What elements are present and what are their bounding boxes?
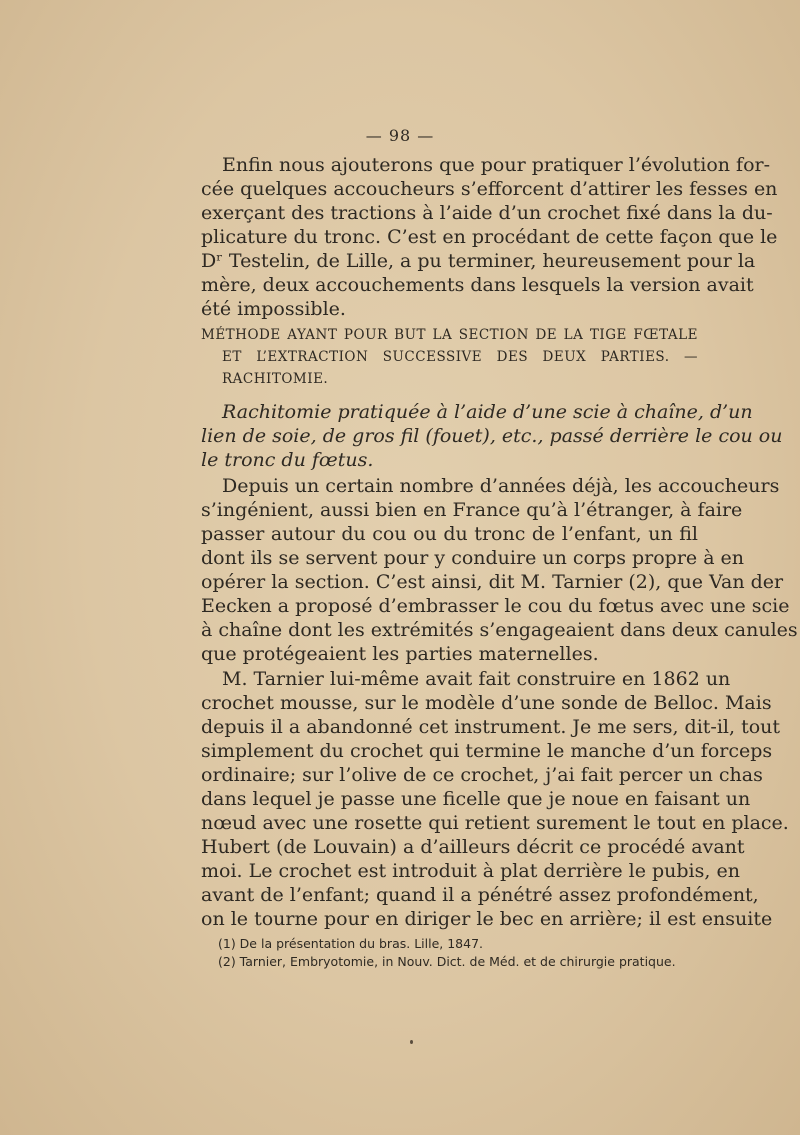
text-line: Hubert (de Louvain) a d’ailleurs décrit ce procédé avant (201, 836, 745, 858)
text-line: dont ils se servent pour y conduire un corps propre à en (201, 547, 745, 569)
text-line: cée quelques accoucheurs s’efforcent d’attirer les fesses en (201, 178, 778, 200)
subheading-line: Rachitomie pratiquée à l’aide d’une scie à chaîne, d’un (222, 401, 753, 423)
text-line: dans lequel je passe une ficelle que je noue en faisant un (201, 788, 751, 810)
text-line: opérer la section. C’est ainsi, dit M. Tarnier (2), que Van der (201, 571, 784, 593)
ink-speck (410, 1040, 413, 1044)
text-line: été impossible. (201, 298, 346, 320)
page-number: — 98 — (365, 126, 435, 145)
footnote: (1) De la présentation du bras. Lille, 1847. (218, 936, 483, 951)
text-line: ordinaire; sur l’olive de ce crochet, j’ai fait percer un chas (201, 764, 763, 786)
subheading-line: lien de soie, de gros fil (fouet), etc., passé derrière le cou ou (201, 425, 783, 447)
text-line: simplement du crochet qui termine le manche d’un forceps (201, 740, 773, 762)
text-line: crochet mousse, sur le modèle d’une sonde de Belloc. Mais (201, 692, 772, 714)
text-line: exerçant des tractions à l’aide d’un crochet fixé dans la du- (201, 202, 773, 224)
text-line: moi. Le crochet est introduit à plat derrière le pubis, en (201, 860, 740, 882)
heading-line: RACHITOMIE. (222, 371, 329, 387)
text-line: s’ingénient, aussi bien en France qu’à l’étranger, à faire (201, 499, 743, 521)
text-line: Dʳ Testelin, de Lille, a pu terminer, heureusement pour la (201, 250, 756, 272)
text-line: à chaîne dont les extrémités s’engageaient dans deux canules (201, 619, 798, 641)
text-line: mère, deux accouchements dans lesquels la version avait (201, 274, 754, 296)
text-line: que protégeaient les parties maternelles. (201, 643, 599, 665)
text-line: nœud avec une rosette qui retient surement le tout en place. (201, 812, 789, 834)
text-line: passer autour du cou ou du tronc de l’enfant, un fil (201, 523, 698, 545)
text-line: depuis il a abandonné cet instrument. Je me sers, dit-il, tout (201, 716, 781, 738)
subheading-line: le tronc du fœtus. (201, 449, 374, 471)
text-line: plicature du tronc. C’est en procédant de cette façon que le (201, 226, 778, 248)
footnote: (2) Tarnier, Embryotomie, in Nouv. Dict. de Méd. et de chirurgie pratique. (218, 954, 676, 969)
text-line: Depuis un certain nombre d’années déjà, les accoucheurs (222, 475, 780, 497)
text-line: Eecken a proposé d’embrasser le cou du fœtus avec une scie (201, 595, 790, 617)
heading-line: ET L’EXTRACTION SUCCESSIVE DES DEUX PARTIES. — (222, 349, 698, 365)
text-line: M. Tarnier lui-même avait fait construire en 1862 un (222, 668, 731, 690)
text-line: avant de l’enfant; quand il a pénétré assez profondément, (201, 884, 759, 906)
text-line: on le tourne pour en diriger le bec en arrière; il est ensuite (201, 908, 773, 930)
text-line: Enfin nous ajouterons que pour pratiquer l’évolution for- (222, 154, 771, 176)
heading-line: MÉTHODE AYANT POUR BUT LA SECTION DE LA TIGE FŒTALE (201, 327, 698, 343)
